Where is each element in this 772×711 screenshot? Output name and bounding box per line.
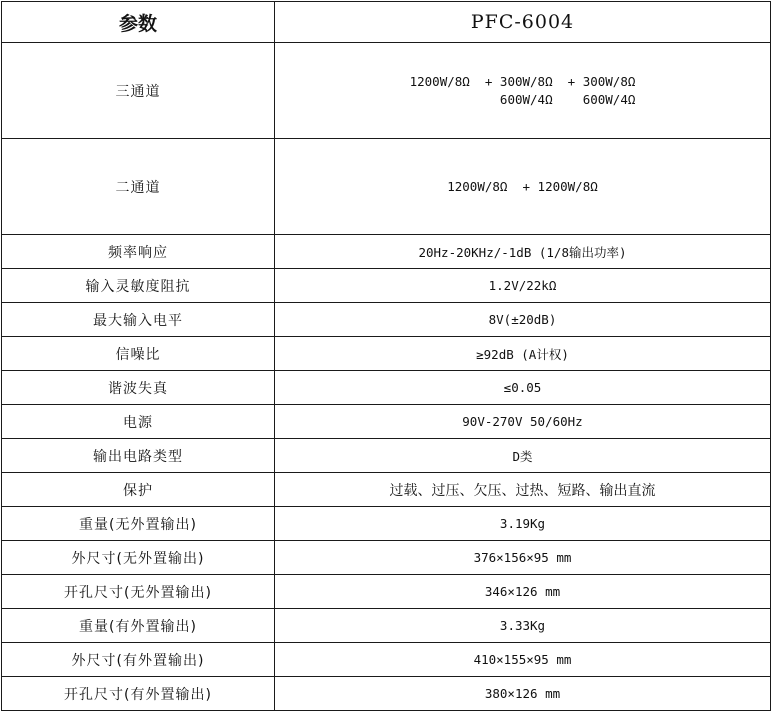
row-value: 376×156×95 mm bbox=[275, 541, 771, 575]
row-value: D类 bbox=[275, 439, 771, 473]
table-row bbox=[2, 439, 771, 473]
table-row bbox=[2, 405, 771, 439]
value-line: 600W/4Ω 600W/4Ω bbox=[409, 91, 636, 107]
value-line: 1200W/8Ω + 1200W/8Ω bbox=[447, 178, 598, 194]
table-row bbox=[2, 507, 771, 541]
table-row bbox=[2, 269, 771, 303]
row-label: 外尺寸(有外置输出) bbox=[2, 643, 275, 677]
row-value: 410×155×95 mm bbox=[275, 643, 771, 677]
row-value: 8V(±20dB) bbox=[275, 303, 771, 337]
row-value bbox=[275, 139, 771, 235]
row-label: 频率响应 bbox=[2, 235, 275, 269]
table-row bbox=[2, 303, 771, 337]
table-row bbox=[2, 643, 771, 677]
row-value: 3.33Kg bbox=[275, 609, 771, 643]
row-label: 最大输入电平 bbox=[2, 303, 275, 337]
row-value: 过载、过压、欠压、过热、短路、输出直流 bbox=[275, 473, 771, 507]
row-label: 外尺寸(无外置输出) bbox=[2, 541, 275, 575]
row-label: 重量(有外置输出) bbox=[2, 609, 275, 643]
row-value: ≥92dB (A计权) bbox=[275, 337, 771, 371]
row-label: 开孔尺寸(有外置输出) bbox=[2, 677, 275, 711]
row-label: 保护 bbox=[2, 473, 275, 507]
table-row bbox=[2, 337, 771, 371]
row-label: 二通道 bbox=[2, 139, 275, 235]
table-header-row bbox=[2, 2, 771, 43]
row-label: 三通道 bbox=[2, 43, 275, 139]
table-row bbox=[2, 609, 771, 643]
table-row bbox=[2, 235, 771, 269]
row-label: 谐波失真 bbox=[2, 371, 275, 405]
table-row bbox=[2, 541, 771, 575]
row-value: 1.2V/22kΩ bbox=[275, 269, 771, 303]
table-row bbox=[2, 575, 771, 609]
value-line: 1200W/8Ω + 300W/8Ω + 300W/8Ω bbox=[409, 73, 636, 89]
row-value: 346×126 mm bbox=[275, 575, 771, 609]
row-value: ≤0.05 bbox=[275, 371, 771, 405]
row-value: 380×126 mm bbox=[275, 677, 771, 711]
row-value: 3.19Kg bbox=[275, 507, 771, 541]
row-label: 输入灵敏度阻抗 bbox=[2, 269, 275, 303]
table-row bbox=[2, 139, 771, 235]
row-label: 电源 bbox=[2, 405, 275, 439]
row-label: 输出电路类型 bbox=[2, 439, 275, 473]
row-label: 重量(无外置输出) bbox=[2, 507, 275, 541]
row-value: 20Hz-20KHz/-1dB (1/8输出功率) bbox=[275, 235, 771, 269]
table-row bbox=[2, 43, 771, 139]
table-row bbox=[2, 473, 771, 507]
row-label: 开孔尺寸(无外置输出) bbox=[2, 575, 275, 609]
row-value: 90V-270V 50/60Hz bbox=[275, 405, 771, 439]
row-value bbox=[275, 43, 771, 139]
table-row bbox=[2, 371, 771, 405]
model-column-header: PFC-6004 bbox=[275, 2, 771, 43]
row-label: 信噪比 bbox=[2, 337, 275, 371]
spec-table bbox=[1, 1, 771, 711]
table-row bbox=[2, 677, 771, 711]
param-column-header: 参数 bbox=[2, 2, 275, 43]
